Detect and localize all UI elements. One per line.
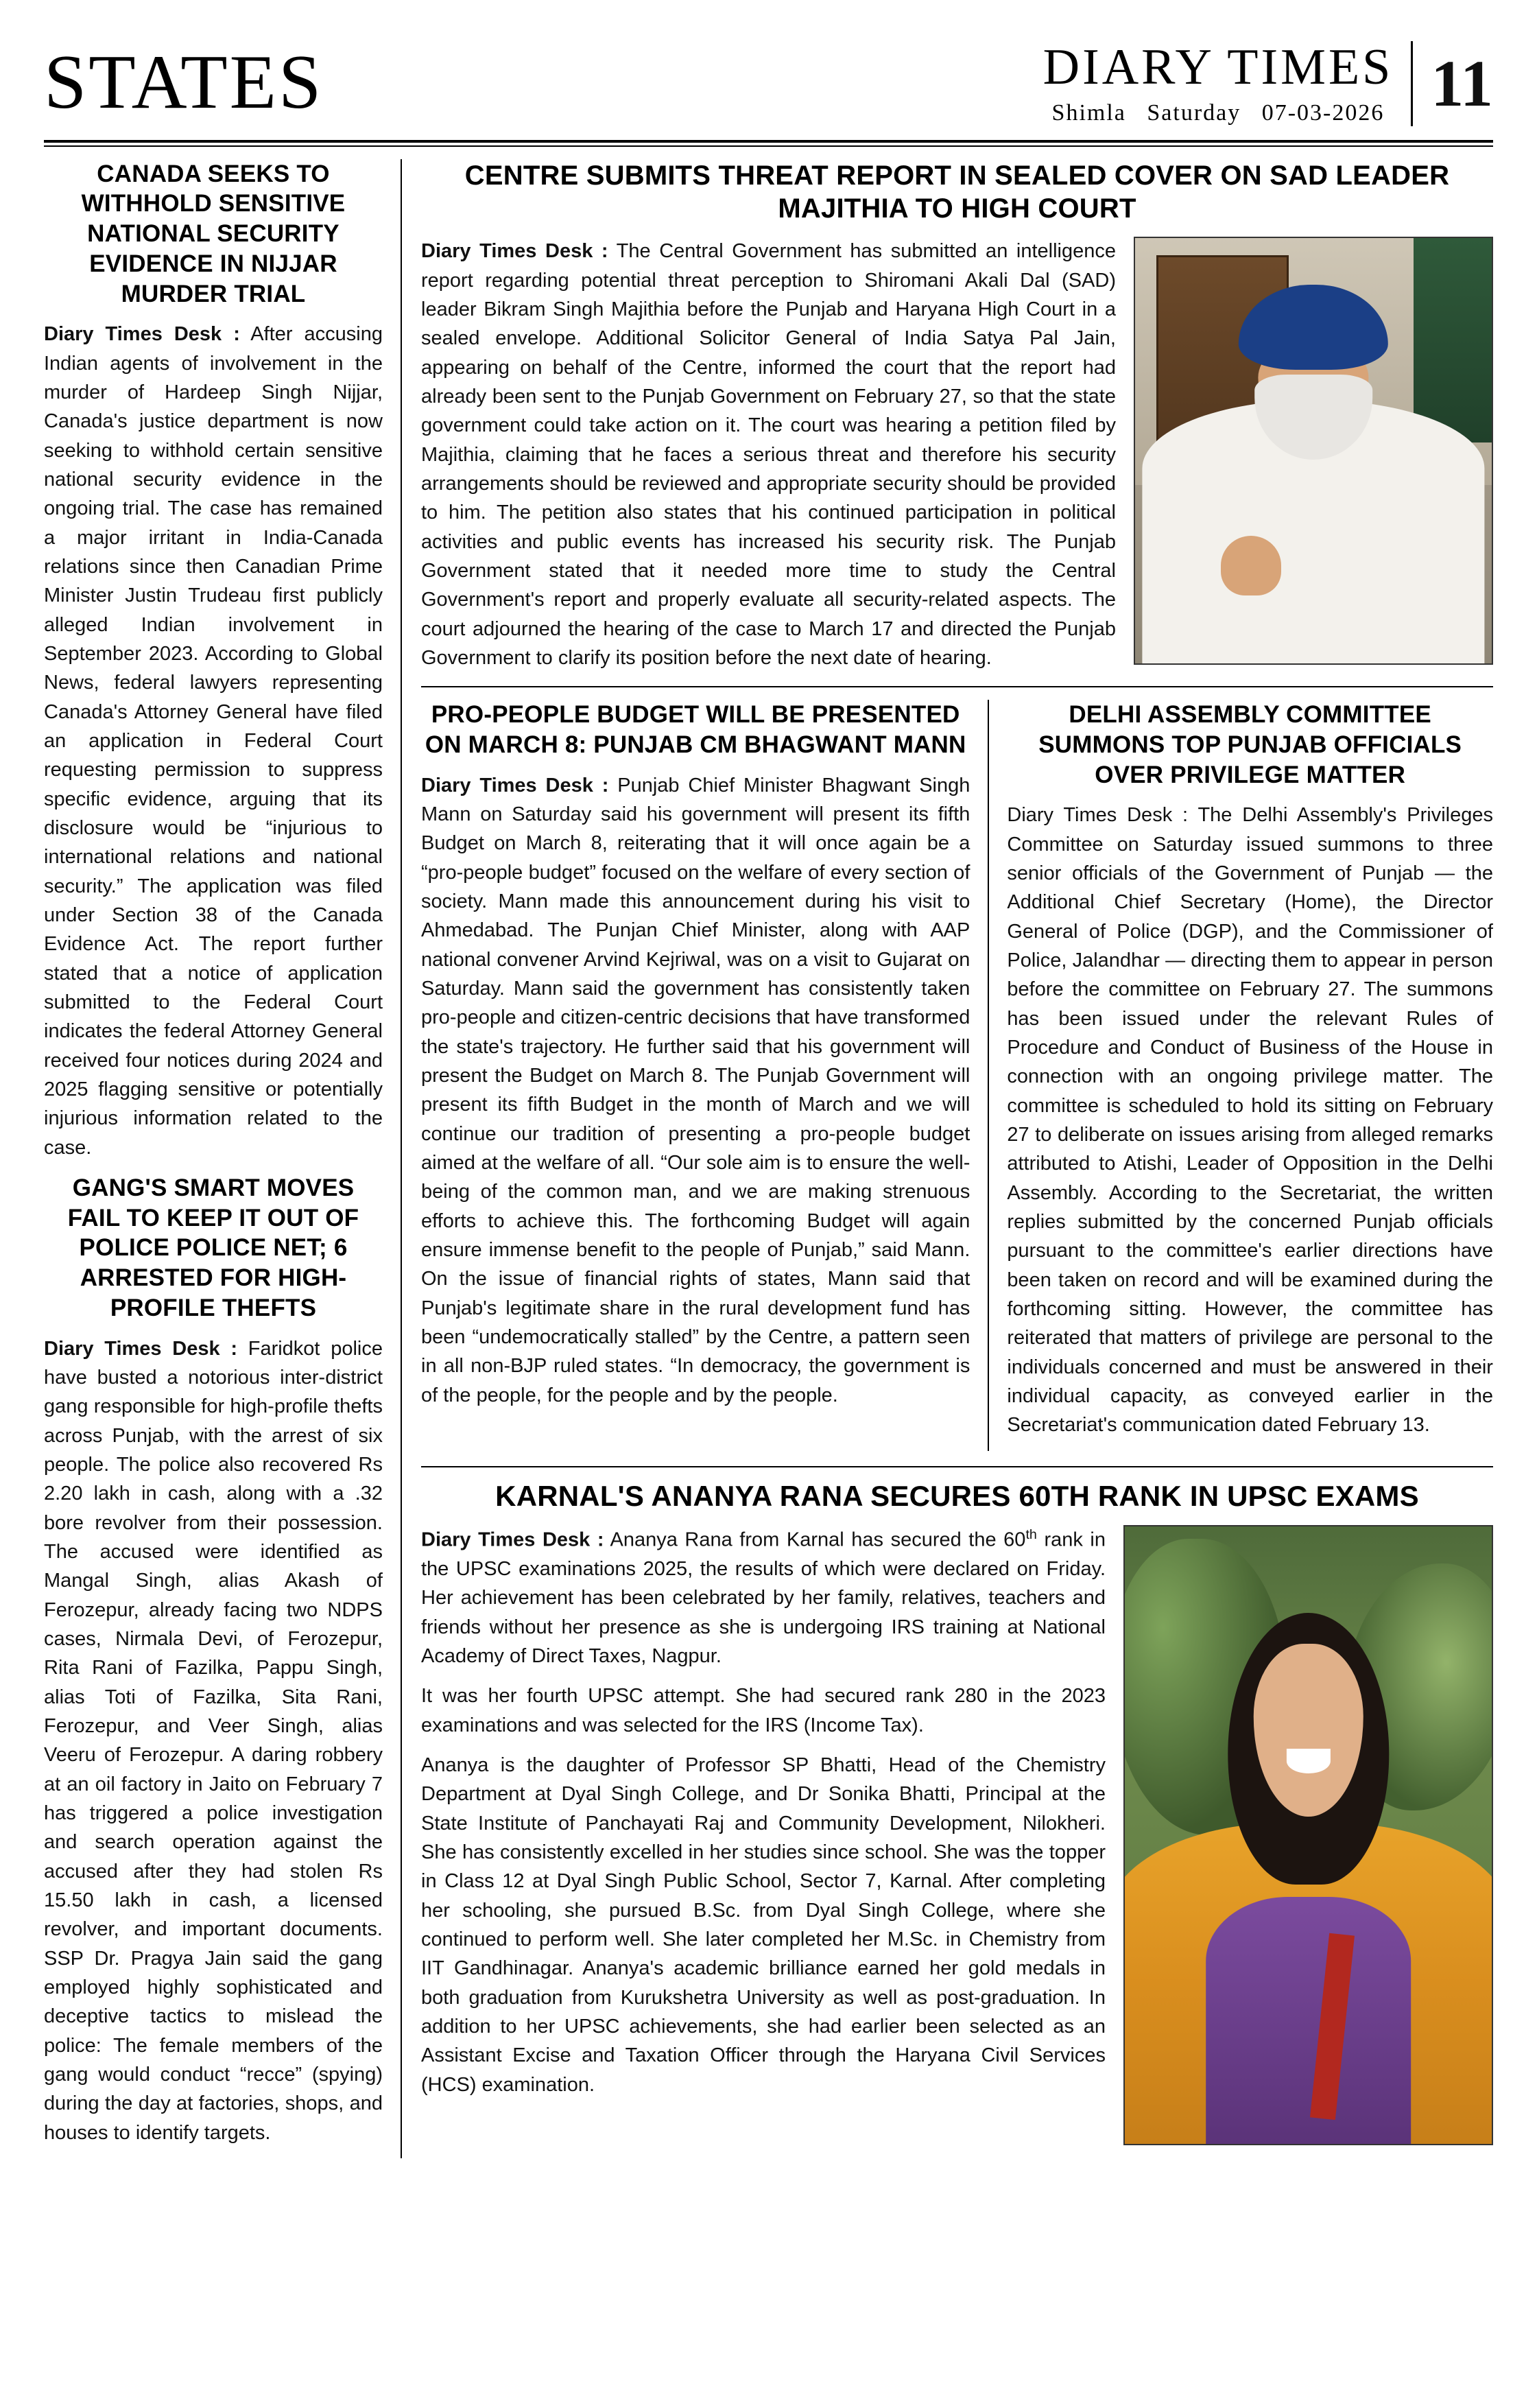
photo-curtain	[1414, 238, 1492, 442]
dateline-city: Shimla	[1051, 99, 1126, 126]
photo-subject-hand	[1221, 536, 1281, 595]
article-majithia	[421, 159, 1493, 673]
dateline-day: Saturday	[1147, 99, 1241, 126]
rank-ordinal-suffix: th	[1025, 1527, 1037, 1543]
article-nijjar-headline: CANADA SEEKS TO WITHHOLD SENSITIVE NATIONAL SECURITY EVIDENCE IN NIJJAR MURDER TRIAL	[81, 160, 346, 307]
article-budget	[421, 700, 989, 1450]
masthead-rule	[44, 140, 1493, 143]
dateline-date: 07-03-2026	[1261, 99, 1385, 126]
masthead	[44, 41, 1493, 133]
desk-label: Diary Times Desk :	[1007, 804, 1189, 827]
divider-top	[421, 686, 1493, 687]
article-majithia-headline: CENTRE SUBMITS THREAT REPORT IN SEALED COVER ON SAD LEADER MAJITHIA TO HIGH COURT	[464, 160, 1450, 224]
paper-name: DIARY TIMES	[1042, 39, 1394, 95]
article-ananya-headline: KARNAL'S ANANYA RANA SECURES 60TH RANK IN UPSC EXAMS	[495, 1479, 1419, 1512]
middle-band	[421, 700, 1493, 1450]
desk-label: Diary Times Desk :	[44, 1337, 237, 1360]
ananya-rana-photo	[1123, 1525, 1493, 2145]
article-gang	[44, 1173, 383, 2147]
article-majithia-text: The Central Government has submitted an intelligence report regarding potential threat perception to Shiromani Akali Dal (SAD) leader Bikram Singh Majithia before the Punjab and Haryana High Court in a sealed envelope. Additional Solicitor General of India Satya Pal Jain, appearing on behalf of the Centre, informed the court that the report had already been sent to the Punjab Government on February 27, so that the state government could take action on it. The court was hearing a petition filed by Majithia, claiming that he faces a serious threat and therefore his security arrangements should be reviewed and appropriate security should be provided to him. The petition also states that his continued participation in political activities and public events has increased his security risk. The Punjab Government stated that it needed more time to study the Central Government's report and properly evaluate all security-related aspects. The court adjourned the hearing of the case to March 17 and directed the Punjab Government to clarify its position before the next date of hearing.	[421, 240, 1116, 669]
article-budget-headline: PRO-PEOPLE BUDGET WILL BE PRESENTED ON MARCH 8: PUNJAB CM BHAGWANT MANN	[425, 701, 966, 758]
article-ananya-para2: It was her fourth UPSC attempt. She had secured rank 280 in the 2023 examinations and was selected for the IRS (Income Tax).	[421, 1685, 1106, 1736]
desk-label: Diary Times Desk :	[421, 774, 609, 796]
article-ananya	[421, 1478, 1493, 2099]
article-ananya-para1-b: rank in the UPSC examinations 2025, the results of which were declared on Friday. Her achievement has been celebrated by her family, relatives, teachers and friends without her presence as she is undergoing IRS training at National Academy of Direct Taxes, Nagpur.	[421, 1528, 1106, 1668]
article-privilege	[989, 700, 1493, 1450]
majithia-photo	[1134, 237, 1493, 665]
masthead-right	[1043, 41, 1493, 126]
photo-subject-smile	[1286, 1749, 1330, 1773]
article-ananya-para1-a: Ananya Rana from Karnal has secured the 60	[604, 1528, 1026, 1551]
article-gang-body	[44, 1334, 383, 2147]
masthead-rule-thin	[44, 145, 1493, 147]
main-column	[402, 159, 1493, 2158]
desk-label: Diary Times Desk :	[421, 1528, 604, 1551]
page-content	[44, 159, 1493, 2158]
paper-identity	[1043, 41, 1411, 126]
desk-label: Diary Times Desk :	[421, 240, 608, 263]
article-budget-text: Punjab Chief Minister Bhagwant Singh Mann on Saturday said his government will present its fifth Budget on March 8, reiterating that it will once again be a “pro-people budget” focused on the welfare of every section of society. Mann made this announcement during his visit to Ahmedabad. The Punjan Chief Minister, along with AAP national convener Arvind Kejriwal, was on a visit to Gujarat on Saturday. Mann said the government has consistently taken pro-people and citizen-centric decisions that have transformed the state's trajectory. He further said that his government will present the Budget on March 8. The Punjab Government will present its fifth Budget in the month of March and we will continue our tradition of presenting a pro-people budget aimed at the welfare of all. “Our sole aim is to ensure the well-being of the common man, and we are making strenuous efforts to achieve this. The forthcoming Budget will again ensure immense benefit to the people of Punjab,” said Mann. On the issue of financial rights of states, Mann said that Punjab's legitimate share in the rural development fund has been “undemocratically stalled” by the Centre, a pattern seen in all non-BJP ruled states. “In democracy, the government is of the people, for the people and by the people.	[421, 774, 970, 1406]
page-title: STATES	[44, 39, 324, 125]
paper-dateline	[1043, 100, 1394, 126]
article-privilege-text: The Delhi Assembly's Privileges Committee on Saturday issued summons to three senior officials of the Government of Punjab — the Additional Chief Secretary (Home), the Director General of Police (DGP), and the Commissioner of Police, Jalandhar — directing them to appear in person before the committee on February 27. The summons has been issued under the relevant Rules of Procedure and Conduct of Business of the House in connection with an ongoing privilege matter. The committee is scheduled to hold its sitting on February 27 to deliberate on issues arising from alleged remarks attributed to Atishi, Leader of Opposition in the Delhi Assembly. According to the Secretariat, the written replies submitted by the concerned Punjab officials pursuant to the committee's earlier directions have been taken on record and will be examined during the forthcoming sitting. However, the committee has reiterated that matters of privilege are personal to the individuals concerned and must be answered in their individual capacity, as conveyed earlier in the Secretariat's communication dated February 13.	[1007, 804, 1493, 1437]
article-nijjar-text: After accusing Indian agents of involvement in the murder of Hardeep Singh Nijjar, Canada's justice department is now seeking to withhold certain sensitive national security evidence in the ongoing trial. The case has remained a major irritant in India-Canada relations since then Canadian Prime Minister Justin Trudeau first publicly alleged Indian involvement in September 2023. According to Global News, federal lawyers representing Canada's Attorney General have filed an application in Federal Court requesting permission to suppress specific evidence, arguing that its disclosure would be “injurious to international relations and national security.” The application was filed under Section 38 of the Canada Evidence Act. The report further stated that a notice of application submitted to the Federal Court indicates the federal Attorney General received four notices during 2024 and 2025 flagging sensitive or potentially injurious information related to the case.	[44, 323, 383, 1159]
article-budget-body	[421, 771, 970, 1410]
article-privilege-body	[1007, 801, 1493, 1439]
article-gang-text: Faridkot police have busted a notorious inter-district gang responsible for high-profile thefts across Punjab, with the arrest of six people. The police also recovered Rs 2.20 lakh in cash, along with a .32 bore revolver from their possession. The accused were identified as Mangal Singh, alias Akash of Ferozepur, already facing two NDPS cases, Nirmala Devi, of Ferozepur, Rita Rani of Fazilka, Pappu Singh, alias Toti of Fazilka, Sita Rani, Ferozepur, and Veer Singh, alias Veeru of Ferozepur. A daring robbery at an oil factory in Jaito on February 7 has triggered a police investigation and search operation against the accused after they had stolen Rs 15.50 lakh in cash, a licensed revolver, and important documents. SSP Dr. Pragya Jain said the gang employed highly sophisticated and deceptive tactics to mislead the police: The female members of the gang would conduct “recce” (spying) during the day at factories, shops, and houses to identify targets.	[44, 1337, 383, 2144]
photo-subject-sari	[1206, 1897, 1411, 2144]
left-column	[44, 159, 402, 2158]
divider-bottom	[421, 1466, 1493, 1467]
page-number: 11	[1411, 41, 1493, 126]
desk-label: Diary Times Desk :	[44, 323, 240, 346]
article-nijjar-body	[44, 320, 383, 1162]
article-nijjar	[44, 159, 383, 1162]
article-privilege-headline: DELHI ASSEMBLY COMMITTEE SUMMONS TOP PUNJAB OFFICIALS OVER PRIVILEGE MATTER	[1038, 701, 1462, 788]
article-ananya-para3: Ananya is the daughter of Professor SP Bhatti, Head of the Chemistry Department at Dyal Singh College, and Dr Sonika Bhatti, Principal at the State Institute of Panchayati Raj and Community Development, Nilokheri. She has consistently excelled in her studies since school. She was the topper in Class 12 at Dyal Singh Public School, Sector 7, Karnal. After completing her schooling, she pursued B.Sc. from Dyal Singh College, where she continued to perform well. She later completed her M.Sc. in Chemistry from IIT Gandhinagar. Ananya's academic brilliance earned her gold medals in both graduation from Kurukshetra University as well as post-graduation. In addition to her UPSC achievements, she had earlier been selected as an Assistant Excise and Taxation Officer through the Haryana Civil Services (HCS) examination.	[421, 1754, 1106, 2096]
article-gang-headline: GANG'S SMART MOVES FAIL TO KEEP IT OUT OF POLICE POLICE NET; 6 ARRESTED FOR HIGH-PROFILE THEFTS	[67, 1174, 359, 1321]
